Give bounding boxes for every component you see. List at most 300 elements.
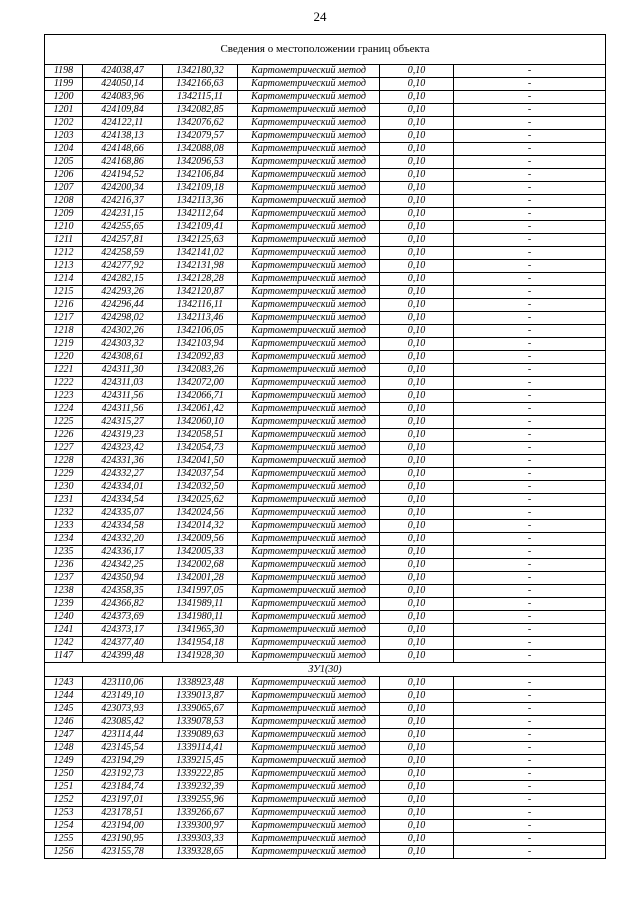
- y-coordinate-cell: 1341954,18: [163, 637, 238, 650]
- y-coordinate-cell: 1342076,62: [163, 117, 238, 130]
- y-coordinate-cell: 1342125,63: [163, 234, 238, 247]
- x-coordinate-cell: 423178,51: [83, 807, 163, 820]
- point-number-cell: 1213: [45, 260, 83, 273]
- precision-cell: 0,10: [380, 494, 454, 507]
- description-cell: -: [454, 286, 606, 299]
- precision-cell: 0,10: [380, 312, 454, 325]
- description-cell: -: [454, 65, 606, 78]
- method-cell: Картометрический метод: [238, 169, 380, 182]
- method-cell: Картометрический метод: [238, 755, 380, 768]
- description-cell: -: [454, 507, 606, 520]
- x-coordinate-cell: 424298,02: [83, 312, 163, 325]
- table-row: [45, 416, 606, 429]
- description-cell: -: [454, 650, 606, 663]
- table-row: [45, 299, 606, 312]
- precision-cell: 0,10: [380, 585, 454, 598]
- point-number-cell: 1248: [45, 742, 83, 755]
- x-coordinate-cell: 424109,84: [83, 104, 163, 117]
- x-coordinate-cell: 424293,26: [83, 286, 163, 299]
- method-cell: Картометрический метод: [238, 637, 380, 650]
- method-cell: Картометрический метод: [238, 559, 380, 572]
- description-cell: -: [454, 598, 606, 611]
- table-row: [45, 364, 606, 377]
- precision-cell: 0,10: [380, 820, 454, 833]
- x-coordinate-cell: 423194,29: [83, 755, 163, 768]
- point-number-cell: 1212: [45, 247, 83, 260]
- description-cell: -: [454, 221, 606, 234]
- method-cell: Картометрический метод: [238, 351, 380, 364]
- description-cell: -: [454, 247, 606, 260]
- method-cell: Картометрический метод: [238, 794, 380, 807]
- table-row: [45, 820, 606, 833]
- y-coordinate-cell: 1342066,71: [163, 390, 238, 403]
- x-coordinate-cell: 424194,52: [83, 169, 163, 182]
- x-coordinate-cell: 424257,81: [83, 234, 163, 247]
- y-coordinate-cell: 1342113,46: [163, 312, 238, 325]
- y-coordinate-cell: 1342001,28: [163, 572, 238, 585]
- y-coordinate-cell: 1342037,54: [163, 468, 238, 481]
- method-cell: Картометрический метод: [238, 117, 380, 130]
- method-cell: Картометрический метод: [238, 455, 380, 468]
- method-cell: Картометрический метод: [238, 520, 380, 533]
- description-cell: -: [454, 299, 606, 312]
- point-number-cell: 1235: [45, 546, 83, 559]
- y-coordinate-cell: 1342054,73: [163, 442, 238, 455]
- description-cell: -: [454, 716, 606, 729]
- table-row: [45, 611, 606, 624]
- table-row: [45, 559, 606, 572]
- y-coordinate-cell: 1342128,28: [163, 273, 238, 286]
- point-number-cell: 1239: [45, 598, 83, 611]
- y-coordinate-cell: 1342120,87: [163, 286, 238, 299]
- y-coordinate-cell: 1342061,42: [163, 403, 238, 416]
- description-cell: -: [454, 833, 606, 846]
- point-number-cell: 1208: [45, 195, 83, 208]
- method-cell: Картометрический метод: [238, 416, 380, 429]
- x-coordinate-cell: 424342,25: [83, 559, 163, 572]
- method-cell: Картометрический метод: [238, 182, 380, 195]
- precision-cell: 0,10: [380, 299, 454, 312]
- precision-cell: 0,10: [380, 91, 454, 104]
- table-row: [45, 598, 606, 611]
- table-row: [45, 143, 606, 156]
- table-row: [45, 572, 606, 585]
- point-number-cell: 1228: [45, 455, 83, 468]
- precision-cell: 0,10: [380, 65, 454, 78]
- x-coordinate-cell: 424350,94: [83, 572, 163, 585]
- x-coordinate-cell: 424399,48: [83, 650, 163, 663]
- precision-cell: 0,10: [380, 364, 454, 377]
- point-number-cell: 1249: [45, 755, 83, 768]
- precision-cell: 0,10: [380, 768, 454, 781]
- x-coordinate-cell: 424303,32: [83, 338, 163, 351]
- table-row: [45, 390, 606, 403]
- precision-cell: 0,10: [380, 520, 454, 533]
- precision-cell: 0,10: [380, 703, 454, 716]
- precision-cell: 0,10: [380, 690, 454, 703]
- y-coordinate-cell: 1339114,41: [163, 742, 238, 755]
- y-coordinate-cell: 1342082,85: [163, 104, 238, 117]
- precision-cell: 0,10: [380, 468, 454, 481]
- table-row: [45, 130, 606, 143]
- x-coordinate-cell: 424373,17: [83, 624, 163, 637]
- y-coordinate-cell: 1342002,68: [163, 559, 238, 572]
- description-cell: -: [454, 195, 606, 208]
- y-coordinate-cell: 1342009,56: [163, 533, 238, 546]
- method-cell: Картометрический метод: [238, 260, 380, 273]
- description-cell: -: [454, 273, 606, 286]
- point-number-cell: 1250: [45, 768, 83, 781]
- point-number-cell: 1230: [45, 481, 83, 494]
- precision-cell: 0,10: [380, 624, 454, 637]
- method-cell: Картометрический метод: [238, 143, 380, 156]
- point-number-cell: 1236: [45, 559, 83, 572]
- x-coordinate-cell: 424148,66: [83, 143, 163, 156]
- description-cell: -: [454, 624, 606, 637]
- method-cell: Картометрический метод: [238, 130, 380, 143]
- section-label: ЗУ1(30): [45, 663, 606, 677]
- x-coordinate-cell: 424373,69: [83, 611, 163, 624]
- precision-cell: 0,10: [380, 833, 454, 846]
- point-number-cell: 1205: [45, 156, 83, 169]
- x-coordinate-cell: 424302,26: [83, 325, 163, 338]
- table-row: [45, 585, 606, 598]
- table-row: [45, 78, 606, 91]
- table-row: [45, 455, 606, 468]
- point-number-cell: 1256: [45, 846, 83, 859]
- point-number-cell: 1216: [45, 299, 83, 312]
- method-cell: Картометрический метод: [238, 208, 380, 221]
- point-number-cell: 1243: [45, 677, 83, 690]
- y-coordinate-cell: 1339255,96: [163, 794, 238, 807]
- precision-cell: 0,10: [380, 234, 454, 247]
- point-number-cell: 1255: [45, 833, 83, 846]
- point-number-cell: 1223: [45, 390, 83, 403]
- precision-cell: 0,10: [380, 182, 454, 195]
- y-coordinate-cell: 1342166,63: [163, 78, 238, 91]
- precision-cell: 0,10: [380, 78, 454, 91]
- precision-cell: 0,10: [380, 351, 454, 364]
- point-number-cell: 1232: [45, 507, 83, 520]
- table-row: [45, 325, 606, 338]
- method-cell: Картометрический метод: [238, 729, 380, 742]
- precision-cell: 0,10: [380, 572, 454, 585]
- point-number-cell: 1215: [45, 286, 83, 299]
- description-cell: -: [454, 690, 606, 703]
- description-cell: -: [454, 208, 606, 221]
- table-row: [45, 91, 606, 104]
- method-cell: Картометрический метод: [238, 156, 380, 169]
- description-cell: -: [454, 403, 606, 416]
- description-cell: -: [454, 546, 606, 559]
- x-coordinate-cell: 424335,07: [83, 507, 163, 520]
- x-coordinate-cell: 423145,54: [83, 742, 163, 755]
- x-coordinate-cell: 424255,65: [83, 221, 163, 234]
- method-cell: Картометрический метод: [238, 742, 380, 755]
- description-cell: -: [454, 325, 606, 338]
- point-number-cell: 1240: [45, 611, 83, 624]
- point-number-cell: 1217: [45, 312, 83, 325]
- x-coordinate-cell: 423155,78: [83, 846, 163, 859]
- x-coordinate-cell: 424311,56: [83, 390, 163, 403]
- y-coordinate-cell: 1342072,00: [163, 377, 238, 390]
- x-coordinate-cell: 424122,11: [83, 117, 163, 130]
- table-row: [45, 377, 606, 390]
- method-cell: Картометрический метод: [238, 533, 380, 546]
- method-cell: Картометрический метод: [238, 598, 380, 611]
- point-number-cell: 1253: [45, 807, 83, 820]
- description-cell: -: [454, 78, 606, 91]
- y-coordinate-cell: 1342032,50: [163, 481, 238, 494]
- precision-cell: 0,10: [380, 729, 454, 742]
- table-row: [45, 507, 606, 520]
- y-coordinate-cell: 1341989,11: [163, 598, 238, 611]
- description-cell: -: [454, 117, 606, 130]
- y-coordinate-cell: 1342088,08: [163, 143, 238, 156]
- method-cell: Картометрический метод: [238, 65, 380, 78]
- table-row: [45, 403, 606, 416]
- method-cell: Картометрический метод: [238, 312, 380, 325]
- x-coordinate-cell: 424332,27: [83, 468, 163, 481]
- y-coordinate-cell: 1339215,45: [163, 755, 238, 768]
- description-cell: -: [454, 846, 606, 859]
- y-coordinate-cell: 1341965,30: [163, 624, 238, 637]
- table-row: [45, 494, 606, 507]
- method-cell: Картометрический метод: [238, 481, 380, 494]
- point-number-cell: 1224: [45, 403, 83, 416]
- table-row: [45, 156, 606, 169]
- x-coordinate-cell: 424216,37: [83, 195, 163, 208]
- x-coordinate-cell: 424231,15: [83, 208, 163, 221]
- table-row: [45, 755, 606, 768]
- point-number-cell: 1214: [45, 273, 83, 286]
- point-number-cell: 1234: [45, 533, 83, 546]
- y-coordinate-cell: 1339303,33: [163, 833, 238, 846]
- point-number-cell: 1247: [45, 729, 83, 742]
- precision-cell: 0,10: [380, 377, 454, 390]
- x-coordinate-cell: 424050,14: [83, 78, 163, 91]
- y-coordinate-cell: 1342024,56: [163, 507, 238, 520]
- description-cell: -: [454, 429, 606, 442]
- table-row: [45, 846, 606, 859]
- y-coordinate-cell: 1342106,84: [163, 169, 238, 182]
- x-coordinate-cell: 424334,01: [83, 481, 163, 494]
- x-coordinate-cell: 424138,13: [83, 130, 163, 143]
- table-row: [45, 546, 606, 559]
- method-cell: Картометрический метод: [238, 286, 380, 299]
- description-cell: -: [454, 637, 606, 650]
- x-coordinate-cell: 423184,74: [83, 781, 163, 794]
- y-coordinate-cell: 1342041,50: [163, 455, 238, 468]
- description-cell: -: [454, 182, 606, 195]
- precision-cell: 0,10: [380, 481, 454, 494]
- table-row: [45, 637, 606, 650]
- method-cell: Картометрический метод: [238, 403, 380, 416]
- method-cell: Картометрический метод: [238, 390, 380, 403]
- table-row: [45, 182, 606, 195]
- table-row: [45, 104, 606, 117]
- method-cell: Картометрический метод: [238, 299, 380, 312]
- y-coordinate-cell: 1342180,32: [163, 65, 238, 78]
- method-cell: Картометрический метод: [238, 768, 380, 781]
- precision-cell: 0,10: [380, 650, 454, 663]
- precision-cell: 0,10: [380, 195, 454, 208]
- y-coordinate-cell: 1342058,51: [163, 429, 238, 442]
- method-cell: Картометрический метод: [238, 104, 380, 117]
- y-coordinate-cell: 1342096,53: [163, 156, 238, 169]
- point-number-cell: 1233: [45, 520, 83, 533]
- table-row: [45, 520, 606, 533]
- method-cell: Картометрический метод: [238, 494, 380, 507]
- precision-cell: 0,10: [380, 846, 454, 859]
- method-cell: Картометрический метод: [238, 846, 380, 859]
- table-title: Сведения о местоположении границ объекта: [45, 35, 606, 65]
- point-number-cell: 1199: [45, 78, 83, 91]
- table-row: [45, 195, 606, 208]
- method-cell: Картометрический метод: [238, 546, 380, 559]
- method-cell: Картометрический метод: [238, 442, 380, 455]
- point-number-cell: 1221: [45, 364, 83, 377]
- method-cell: Картометрический метод: [238, 833, 380, 846]
- y-coordinate-cell: 1339232,39: [163, 781, 238, 794]
- y-coordinate-cell: 1342115,11: [163, 91, 238, 104]
- method-cell: Картометрический метод: [238, 234, 380, 247]
- table-row: [45, 624, 606, 637]
- y-coordinate-cell: 1342092,83: [163, 351, 238, 364]
- description-cell: -: [454, 442, 606, 455]
- method-cell: Картометрический метод: [238, 273, 380, 286]
- x-coordinate-cell: 424319,23: [83, 429, 163, 442]
- table-row: [45, 468, 606, 481]
- precision-cell: 0,10: [380, 325, 454, 338]
- x-coordinate-cell: 423194,00: [83, 820, 163, 833]
- point-number-cell: 1218: [45, 325, 83, 338]
- y-coordinate-cell: 1339266,67: [163, 807, 238, 820]
- method-cell: Картометрический метод: [238, 572, 380, 585]
- description-cell: -: [454, 768, 606, 781]
- description-cell: -: [454, 390, 606, 403]
- point-number-cell: 1203: [45, 130, 83, 143]
- y-coordinate-cell: 1342083,26: [163, 364, 238, 377]
- point-number-cell: 1231: [45, 494, 83, 507]
- precision-cell: 0,10: [380, 156, 454, 169]
- precision-cell: 0,10: [380, 546, 454, 559]
- table-row: [45, 650, 606, 663]
- precision-cell: 0,10: [380, 169, 454, 182]
- description-cell: -: [454, 351, 606, 364]
- x-coordinate-cell: 424296,44: [83, 299, 163, 312]
- method-cell: Картометрический метод: [238, 611, 380, 624]
- x-coordinate-cell: 423190,95: [83, 833, 163, 846]
- point-number-cell: 1227: [45, 442, 83, 455]
- description-cell: -: [454, 585, 606, 598]
- description-cell: -: [454, 494, 606, 507]
- y-coordinate-cell: 1342109,41: [163, 221, 238, 234]
- precision-cell: 0,10: [380, 755, 454, 768]
- x-coordinate-cell: 423149,10: [83, 690, 163, 703]
- x-coordinate-cell: 424334,58: [83, 520, 163, 533]
- table-row: [45, 247, 606, 260]
- description-cell: -: [454, 104, 606, 117]
- point-number-cell: 1252: [45, 794, 83, 807]
- method-cell: Картометрический метод: [238, 690, 380, 703]
- point-number-cell: 1226: [45, 429, 83, 442]
- point-number-cell: 1210: [45, 221, 83, 234]
- description-cell: -: [454, 703, 606, 716]
- precision-cell: 0,10: [380, 104, 454, 117]
- method-cell: Картометрический метод: [238, 624, 380, 637]
- table-row: [45, 677, 606, 690]
- y-coordinate-cell: 1342079,57: [163, 130, 238, 143]
- table-row: [45, 533, 606, 546]
- table-row: [45, 351, 606, 364]
- precision-cell: 0,10: [380, 716, 454, 729]
- precision-cell: 0,10: [380, 794, 454, 807]
- table-row: [45, 442, 606, 455]
- y-coordinate-cell: 1338923,48: [163, 677, 238, 690]
- point-number-cell: 1246: [45, 716, 83, 729]
- precision-cell: 0,10: [380, 390, 454, 403]
- precision-cell: 0,10: [380, 429, 454, 442]
- x-coordinate-cell: 424336,17: [83, 546, 163, 559]
- precision-cell: 0,10: [380, 807, 454, 820]
- x-coordinate-cell: 423114,44: [83, 729, 163, 742]
- page-number: 24: [313, 9, 327, 24]
- x-coordinate-cell: 424083,96: [83, 91, 163, 104]
- section-row: [45, 663, 606, 677]
- method-cell: Картометрический метод: [238, 364, 380, 377]
- table-title-row: [45, 35, 606, 65]
- x-coordinate-cell: 424311,03: [83, 377, 163, 390]
- precision-cell: 0,10: [380, 455, 454, 468]
- y-coordinate-cell: 1339089,63: [163, 729, 238, 742]
- point-number-cell: 1204: [45, 143, 83, 156]
- y-coordinate-cell: 1342005,33: [163, 546, 238, 559]
- x-coordinate-cell: 424311,56: [83, 403, 163, 416]
- precision-cell: 0,10: [380, 403, 454, 416]
- description-cell: -: [454, 156, 606, 169]
- x-coordinate-cell: 424308,61: [83, 351, 163, 364]
- method-cell: Картометрический метод: [238, 807, 380, 820]
- precision-cell: 0,10: [380, 260, 454, 273]
- description-cell: -: [454, 820, 606, 833]
- method-cell: Картометрический метод: [238, 221, 380, 234]
- description-cell: -: [454, 468, 606, 481]
- boundary-table: [44, 34, 606, 859]
- x-coordinate-cell: 424377,40: [83, 637, 163, 650]
- description-cell: -: [454, 729, 606, 742]
- method-cell: Картометрический метод: [238, 468, 380, 481]
- precision-cell: 0,10: [380, 611, 454, 624]
- precision-cell: 0,10: [380, 598, 454, 611]
- y-coordinate-cell: 1342109,18: [163, 182, 238, 195]
- precision-cell: 0,10: [380, 507, 454, 520]
- description-cell: -: [454, 234, 606, 247]
- description-cell: -: [454, 781, 606, 794]
- description-cell: -: [454, 677, 606, 690]
- precision-cell: 0,10: [380, 416, 454, 429]
- precision-cell: 0,10: [380, 781, 454, 794]
- description-cell: -: [454, 572, 606, 585]
- point-number-cell: 1202: [45, 117, 83, 130]
- precision-cell: 0,10: [380, 286, 454, 299]
- table-row: [45, 716, 606, 729]
- precision-cell: 0,10: [380, 442, 454, 455]
- method-cell: Картометрический метод: [238, 677, 380, 690]
- x-coordinate-cell: 424323,42: [83, 442, 163, 455]
- x-coordinate-cell: 424334,54: [83, 494, 163, 507]
- precision-cell: 0,10: [380, 130, 454, 143]
